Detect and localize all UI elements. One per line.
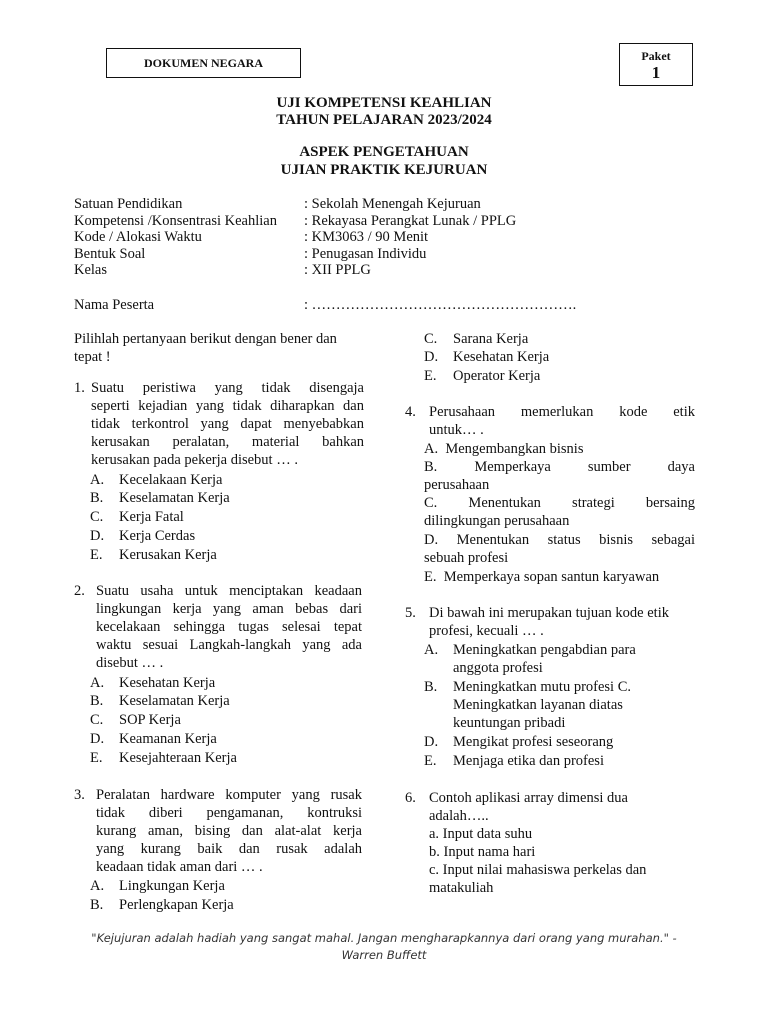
- info-label: Satuan Pendidikan: [74, 196, 183, 212]
- question-line: yang kurang baik dan rusak adalah: [96, 841, 362, 857]
- q4-option-c: C. Menentukan strategi bersaing: [424, 495, 695, 511]
- q2-option-c: C.: [90, 712, 104, 728]
- info-label: Kelas: [74, 262, 108, 278]
- instructions: [74, 330, 362, 366]
- q5-option-b: B.: [424, 679, 438, 695]
- q4-option-d-cont: sebuah profesi: [424, 550, 509, 566]
- q3-option-e-text: Operator Kerja: [453, 368, 541, 384]
- info-value: : XII PPLG: [304, 262, 371, 278]
- question-line: Contoh aplikasi array dimensi dua: [429, 790, 628, 806]
- question-4: [405, 403, 695, 439]
- q5-option-b-text: Meningkatkan mutu profesi C.: [453, 679, 632, 695]
- q2-option-d: D.: [90, 731, 105, 747]
- question-line: lingkungan kerja yang aman bebas dari: [96, 601, 362, 617]
- title-line-1: UJI KOMPETENSI KEAHLIAN: [276, 95, 492, 111]
- question-6: [405, 789, 695, 897]
- q4-option-a: A. Mengembangkan bisnis: [424, 441, 584, 457]
- sub-item: a. Input data suhu: [429, 826, 533, 842]
- q2-option-b-text: Keselamatan Kerja: [119, 693, 230, 709]
- question-line: waktu sesuai Langkah-langkah yang ada: [96, 637, 362, 653]
- q4-option-d: D. Menentukan status bisnis sebagai: [424, 532, 695, 548]
- question-line: tidak diberi pengamanan, kontruksi: [96, 805, 362, 821]
- info-value: : KM3063 / 90 Menit: [304, 229, 429, 245]
- q2-option-a-text: Kesehatan Kerja: [119, 675, 216, 691]
- sub-item: b. Input nama hari: [429, 844, 536, 860]
- question-number: 5.: [405, 605, 416, 621]
- question-line: kecelakaan sehingga tugas selesai tepat: [96, 619, 362, 635]
- q3-option-d-text: Kesehatan Kerja: [453, 349, 550, 365]
- q1-option-e-text: Kerusakan Kerja: [119, 547, 217, 563]
- quote-line: "Kejujuran adalah hadiah yang sangat mahal. Jangan mengharapkannya dari orang yang murahan." -: [91, 931, 677, 945]
- question-line: disebut … .: [96, 655, 164, 671]
- info-label: Nama Peserta: [74, 297, 155, 313]
- info-value: : Sekolah Menengah Kejuruan: [304, 196, 481, 212]
- q3-option-d: D.: [424, 349, 439, 365]
- q4-option-e: E. Memperkaya sopan santun karyawan: [424, 569, 660, 585]
- q5-option-d-text: Mengikat profesi seseorang: [453, 734, 614, 750]
- q2-option-e: E.: [90, 750, 103, 766]
- info-value: : Penugasan Individu: [304, 246, 427, 262]
- q5-option-a: A.: [424, 642, 439, 658]
- question-line: Suatu peristiwa yang tidak disengaja: [91, 380, 364, 396]
- q4-option-c-cont: dilingkungan perusahaan: [424, 513, 570, 529]
- q1-option-d: D.: [90, 528, 105, 544]
- question-line: keadaan tidak aman dari … .: [96, 859, 263, 875]
- q5-option-e: E.: [424, 753, 437, 769]
- q5-option-b-text: keuntungan pribadi: [453, 715, 566, 731]
- question-line: Di bawah ini merupakan tujuan kode etik: [429, 605, 669, 621]
- question-number: 2.: [74, 583, 85, 599]
- q2-option-a: A.: [90, 675, 105, 691]
- question-2: [74, 582, 362, 672]
- info-label: Kode / Alokasi Waktu: [74, 229, 202, 245]
- question-3: [74, 786, 362, 876]
- q3-option-a: A.: [90, 878, 105, 894]
- question-number: 3.: [74, 787, 85, 803]
- q1-option-d-text: Kerja Cerdas: [119, 528, 196, 544]
- paket-box: [619, 43, 693, 86]
- q5-option-a-text: Meningkatkan pengabdian para: [453, 642, 636, 658]
- paket-label: Paket: [641, 49, 671, 63]
- question-line: adalah…..: [429, 808, 489, 824]
- q3-option-b-text: Perlengkapan Kerja: [119, 897, 234, 913]
- question-line: tidak terkontrol yang dapat menyebabkan: [91, 416, 364, 432]
- q1-option-c: C.: [90, 509, 104, 525]
- question-number: 1.: [74, 380, 85, 396]
- q5-option-e-text: Menjaga etika dan profesi: [453, 753, 604, 769]
- title-line-4: UJIAN PRAKTIK KEJURUAN: [280, 162, 488, 178]
- title-line-3: ASPEK PENGETAHUAN: [299, 144, 469, 160]
- sub-item: c. Input nilai mahasiswa perkelas dan: [429, 862, 647, 878]
- q4-option-b-cont: perusahaan: [424, 477, 490, 493]
- question-number: 4.: [405, 404, 416, 420]
- document-label: DOKUMEN NEGARA: [106, 48, 301, 78]
- info-value: : Rekayasa Perangkat Lunak / PPLG: [304, 213, 517, 229]
- q3-option-b: B.: [90, 897, 104, 913]
- q3-option-c-text: Sarana Kerja: [453, 331, 529, 347]
- question-5: [405, 604, 695, 640]
- question-line: Peralatan hardware komputer yang rusak: [96, 787, 362, 803]
- footer-quote: [0, 930, 768, 964]
- q2-option-c-text: SOP Kerja: [119, 712, 181, 728]
- question-line: Perusahaan memerlukan kode etik: [429, 404, 695, 420]
- q1-option-a-text: Kecelakaan Kerja: [119, 472, 223, 488]
- q1-option-b-text: Keselamatan Kerja: [119, 490, 230, 506]
- question-1: [74, 379, 364, 469]
- q2-option-b: B.: [90, 693, 104, 709]
- q1-option-b: B.: [90, 490, 104, 506]
- question-number: 6.: [405, 790, 416, 806]
- q1-option-e: E.: [90, 547, 103, 563]
- q3-option-a-text: Lingkungan Kerja: [119, 878, 225, 894]
- question-line: profesi, kecuali … .: [429, 623, 544, 639]
- quote-author: Warren Buffett: [341, 948, 427, 962]
- question-line: untuk… .: [429, 422, 484, 438]
- paket-number: 1: [651, 63, 661, 82]
- question-line: Suatu usaha untuk menciptakan keadaan: [96, 583, 362, 599]
- q3-option-e: E.: [424, 368, 437, 384]
- sub-item: matakuliah: [429, 880, 494, 896]
- info-label: Bentuk Soal: [74, 246, 146, 262]
- title-line-2: TAHUN PELAJARAN 2023/2024: [276, 112, 492, 128]
- q2-option-e-text: Kesejahteraan Kerja: [119, 750, 237, 766]
- question-line: kurang aman, bising dan alat-alat kerja: [96, 823, 362, 839]
- q2-option-d-text: Keamanan Kerja: [119, 731, 217, 747]
- question-line: kerusakan peralatan, material bahkan: [91, 434, 364, 450]
- q5-option-d: D.: [424, 734, 439, 750]
- question-line: kerusakan pada pekerja disebut … .: [91, 452, 298, 468]
- instruction-line: Pilihlah pertanyaan berikut dengan bener dan: [74, 331, 337, 347]
- info-value: : ……………………………………………….: [304, 297, 577, 313]
- q5-option-a-text: anggota profesi: [453, 660, 543, 676]
- q1-option-c-text: Kerja Fatal: [119, 509, 184, 525]
- q5-option-b-text: Meningkatkan layanan diatas: [453, 697, 623, 713]
- q4-option-b: B. Memperkaya sumber daya: [424, 459, 695, 475]
- instruction-line: tepat !: [74, 349, 111, 365]
- q1-option-a: A.: [90, 472, 105, 488]
- question-line: seperti kejadian yang tidak diharapkan dan: [91, 398, 364, 414]
- info-label: Kompetensi /Konsentrasi Keahlian: [74, 213, 277, 229]
- q3-option-c: C.: [424, 331, 438, 347]
